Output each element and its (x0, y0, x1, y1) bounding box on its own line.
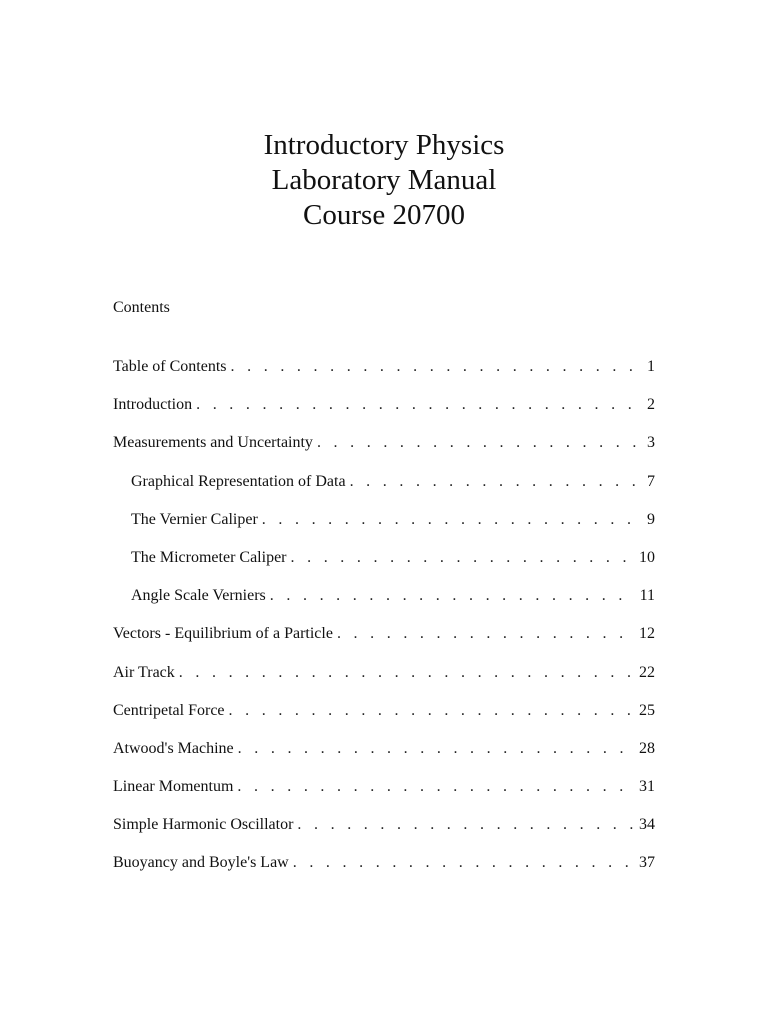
toc-entry-label: Buoyancy and Boyle's Law (113, 854, 289, 872)
dot-leader (350, 472, 643, 492)
dot-leader (196, 395, 643, 415)
toc-entry-label: Linear Momentum (113, 778, 234, 796)
toc-entry (113, 701, 655, 739)
toc-entry-page: 25 (639, 701, 655, 719)
toc-entry (113, 739, 655, 777)
toc-entry-label: Graphical Representation of Data (131, 472, 346, 490)
document-title (0, 128, 768, 233)
toc-entry (113, 777, 655, 815)
title-line-1: Introductory Physics (263, 129, 505, 161)
dot-leader (270, 586, 636, 606)
dot-leader (262, 510, 643, 530)
dot-leader (229, 701, 635, 721)
toc-entry (113, 663, 655, 701)
toc-entry-page: 22 (639, 663, 655, 681)
toc-entry-label: Vectors - Equilibrium of a Particle (113, 625, 333, 643)
toc-entry-label: Table of Contents (113, 358, 227, 375)
dot-leader (291, 548, 636, 568)
toc-subentry (113, 472, 655, 510)
toc-entry-page: 9 (647, 510, 655, 528)
toc-entry-page: 11 (639, 587, 655, 605)
toc-entry-page: 3 (647, 434, 655, 452)
table-of-contents (113, 357, 655, 892)
toc-entry-page: 1 (647, 358, 655, 375)
title-line-3: Course 20700 (303, 199, 465, 231)
toc-entry-label: The Vernier Caliper (131, 510, 258, 528)
toc-entry-page: 37 (639, 854, 655, 872)
toc-entry-page: 12 (639, 625, 655, 643)
toc-entry (113, 815, 655, 853)
toc-entry-page: 7 (647, 472, 655, 490)
contents-heading: Contents (113, 299, 170, 316)
toc-entry-label: Centripetal Force (113, 701, 225, 719)
toc-subentry (113, 548, 655, 586)
toc-entry-page: 31 (639, 778, 655, 796)
toc-entry-label: Air Track (113, 663, 175, 681)
dot-leader (293, 853, 635, 873)
title-line-2: Laboratory Manual (271, 164, 497, 196)
toc-entry (113, 395, 655, 433)
toc-entry (113, 624, 655, 662)
toc-subentry (113, 586, 655, 624)
toc-entry-label: Simple Harmonic Oscillator (113, 816, 294, 834)
toc-entry (113, 433, 655, 471)
toc-entry-label: Atwood's Machine (113, 739, 234, 757)
dot-leader (337, 624, 635, 644)
toc-entry-page: 2 (647, 396, 655, 414)
dot-leader (297, 815, 635, 835)
dot-leader (317, 433, 643, 453)
toc-entry (113, 357, 655, 395)
dot-leader (179, 663, 635, 683)
toc-entry-label: Angle Scale Verniers (131, 587, 266, 605)
toc-entry-page: 34 (639, 816, 655, 834)
toc-entry-label: Measurements and Uncertainty (113, 434, 313, 452)
toc-entry-page: 10 (639, 548, 655, 566)
toc-entry-label: The Micrometer Caliper (131, 548, 287, 566)
toc-subentry (113, 510, 655, 548)
toc-entry (113, 853, 655, 891)
dot-leader (231, 357, 643, 377)
toc-entry-label: Introduction (113, 396, 193, 414)
toc-entry-page: 28 (639, 739, 655, 757)
dot-leader (237, 777, 635, 797)
dot-leader (238, 739, 635, 759)
